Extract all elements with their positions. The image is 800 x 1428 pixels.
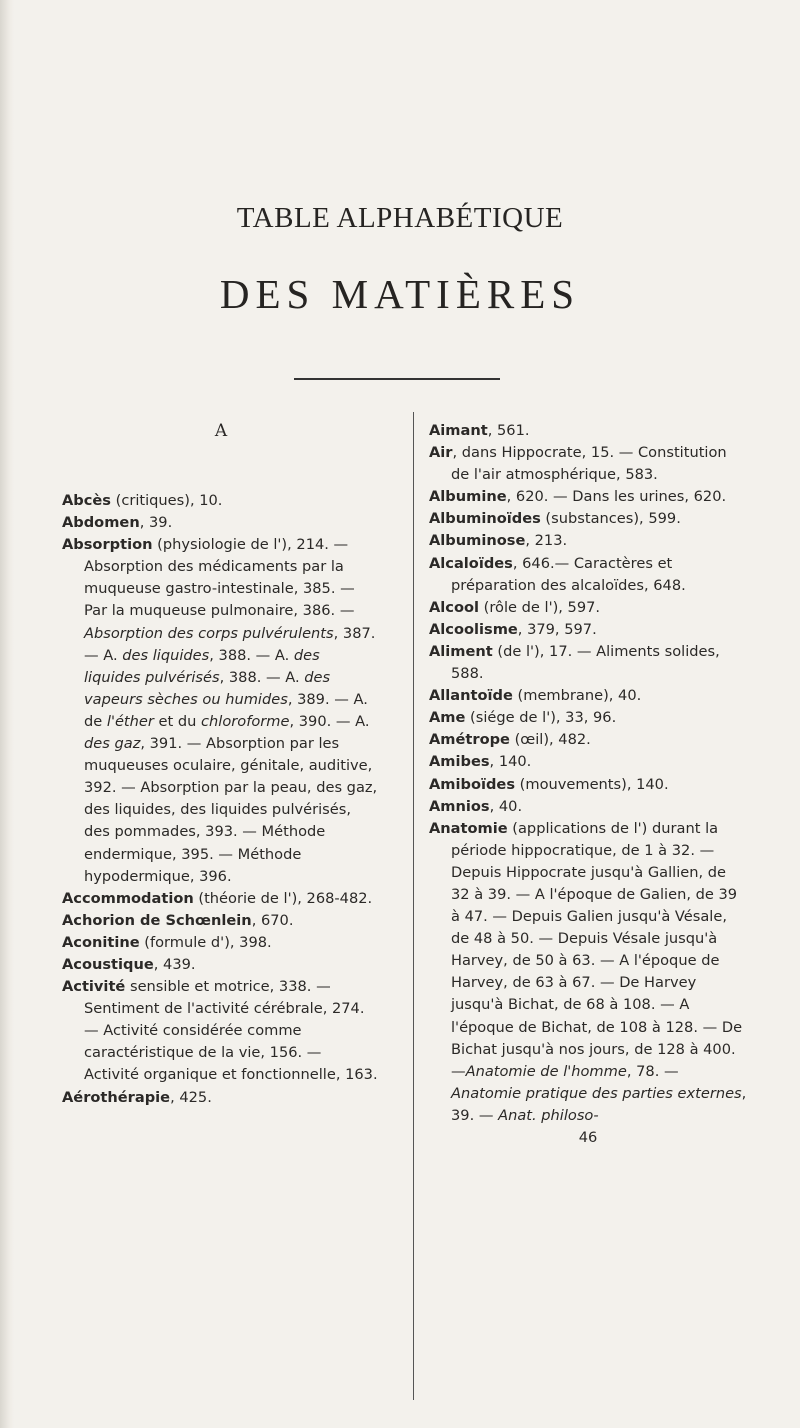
entry-text: , 78. — <box>626 1062 679 1080</box>
entry-italic-text: des vapeurs sèches ou humides <box>84 668 331 708</box>
entry-text: , 39. — <box>451 1084 747 1124</box>
entry-text: (rôle de l'), 597. <box>479 598 601 616</box>
entry-term: Alcool <box>429 598 480 616</box>
entry-text: (siége de l'), 33, 96. <box>465 709 617 727</box>
index-entry <box>62 932 380 954</box>
entry-term: Amétrope <box>429 731 510 749</box>
entry-text: , 670. <box>251 911 294 929</box>
index-entry <box>429 597 747 619</box>
index-entry <box>429 486 747 508</box>
entry-italic-text: Anatomie de l'homme <box>465 1062 627 1080</box>
entry-term: Activité <box>62 978 126 996</box>
entry-text: , 389. — A. de <box>84 690 368 730</box>
entry-term: Achorion de Schœnlein <box>62 911 252 929</box>
entry-text: , 39. <box>139 514 173 532</box>
entry-term: Amibes <box>429 753 490 771</box>
index-entry <box>429 729 747 751</box>
entry-term: Anatomie <box>429 819 508 837</box>
entry-italic-text: l'éther <box>106 712 154 730</box>
entry-text: , 140. <box>489 753 532 771</box>
index-entry <box>62 1087 380 1109</box>
entry-text: , 213. <box>525 532 568 550</box>
entry-term: Albumine <box>429 488 507 506</box>
index-entry <box>62 954 380 976</box>
index-entry <box>429 641 747 685</box>
entry-text: (de l'), 17. — Aliments solides, 588. <box>451 642 720 683</box>
index-entry <box>429 685 747 707</box>
entry-text: (formule d'), 398. <box>139 933 272 951</box>
entry-term: Aérothérapie <box>62 1088 171 1106</box>
entry-term: Allantoïde <box>429 687 513 705</box>
index-entry <box>62 490 380 512</box>
entry-term: Alcaloïdes <box>429 554 513 572</box>
entry-italic-text: chloroforme <box>201 712 290 730</box>
entry-italic-text: des liquides pulvérisés <box>84 646 320 686</box>
entry-text: , 439. <box>153 955 196 973</box>
index-entry <box>429 530 747 552</box>
index-entry <box>62 888 380 910</box>
entry-text: sensible et motrice, 338. — Sentiment de l'activité cérébrale, 274. — Activité considérée comme caractéristique de la vie, 156. — Activité organique et fonctionnelle, 163. <box>84 978 378 1084</box>
entry-term: Albuminoïdes <box>429 510 541 528</box>
entry-text: , 390. — A. <box>289 712 370 730</box>
entry-text: (membrane), 40. <box>512 687 642 705</box>
entry-term: Amiboïdes <box>429 775 516 793</box>
entry-term: Aliment <box>429 642 493 660</box>
column-divider <box>413 412 414 1400</box>
section-letter: A <box>214 421 228 441</box>
entry-italic-text: Anat. philoso- <box>498 1106 599 1124</box>
entry-term: Absorption <box>62 536 153 554</box>
entry-text: (physiologie de l'), 214. — Absorption des médicaments par la muqueuse gastro-intestinale, 385. — Par la muqueuse pulmonaire, 386. — <box>84 536 355 620</box>
page-number: 46 <box>578 1129 598 1146</box>
entry-italic-text: Anatomie pratique des parties externes <box>451 1084 742 1102</box>
entry-text: (substances), 599. <box>540 510 681 528</box>
index-entry <box>429 774 747 796</box>
entry-italic-text: Absorption des corps pulvérulents <box>84 624 334 642</box>
page-title-line-2: DES MATIÈRES <box>219 271 581 317</box>
index-entry <box>62 976 380 1086</box>
entry-continuation <box>451 1063 746 1124</box>
entry-text: , 40. <box>489 797 523 815</box>
entry-italic-text: des liquides <box>122 646 210 664</box>
entry-italic-text: des gaz <box>84 735 141 753</box>
title-divider <box>294 378 500 380</box>
entry-text: , 388. — A. <box>209 646 294 664</box>
right-column <box>429 420 747 1149</box>
left-column <box>62 420 380 1109</box>
entry-term: Aconitine <box>62 933 140 951</box>
entry-text: , 391. — Absorption par les muqueuses oculaire, génitale, auditive, 392. — Absorption par la peau, des gaz, des liquides, des liquides pulvérisés, des pommades, 393. — Méthode endermique, 395. — Méthode hypodermique, 396. <box>84 735 378 885</box>
index-entry <box>429 442 747 486</box>
entry-text: , 561. <box>487 422 530 439</box>
index-entry <box>429 619 747 641</box>
entry-text: , 646.— Caractères et préparation des alcaloïdes, 648. <box>451 554 686 594</box>
index-entry <box>429 818 747 1127</box>
entry-text: (théorie de l'), 268-482. <box>193 889 373 907</box>
index-entry <box>429 508 747 530</box>
entry-text: (critiques), 10. <box>110 492 223 509</box>
entry-text: , 425. <box>170 1088 212 1106</box>
index-entry <box>429 420 747 442</box>
entry-term: Accommodation <box>62 889 194 907</box>
entry-term: Abdomen <box>62 514 140 532</box>
entry-term: Ame <box>429 709 466 727</box>
index-entry <box>62 512 380 534</box>
entry-continuation <box>84 625 377 885</box>
index-entry <box>429 751 747 773</box>
index-entry <box>429 796 747 818</box>
index-entry <box>62 910 380 932</box>
entry-term: Aimant <box>429 422 488 439</box>
index-entry <box>62 534 380 888</box>
entry-term: Amnios <box>429 797 490 815</box>
entry-term: Alcoolisme <box>429 620 518 638</box>
entry-text: , 379, 597. <box>517 620 597 638</box>
entry-text: , 388. — A. <box>219 668 305 686</box>
entry-text: et du <box>153 712 202 730</box>
entry-text: (œil), 482. <box>509 731 591 749</box>
index-entry <box>429 707 747 729</box>
index-entry <box>429 553 747 597</box>
entry-term: Acoustique <box>62 955 154 973</box>
entry-text: (mouvements), 140. <box>515 775 669 793</box>
entry-text: , dans Hippocrate, 15. — Constitution de l'air atmosphérique, 583. <box>451 444 727 484</box>
page-title-line-1: TABLE ALPHABÉTIQUE <box>236 202 564 234</box>
entry-text: (applications de l') durant la période hippocratique, de 1 à 32. — Depuis Hippocrate jusqu'à Gallien, de 32 à 39. — A l'époque de Galien, de 39 à 47. — Depuis Galien jusqu'à Vésale, de 48 à 50. — Depuis Vésale jusqu'à Harvey, de 50 à 63. — A l'époque de Harvey, de 63 à 67. — De Harvey jusqu'à Bichat, de 68 à 108. — A l'époque de Bichat, de 108 à 128. — De Bichat jusqu'à nos jours, de 128 à 400. — <box>451 819 743 1080</box>
entry-term: Air <box>429 444 453 462</box>
entry-term: Abcès <box>62 492 111 509</box>
entry-text: , 387. — A. <box>84 624 376 664</box>
entry-text: , 620. — Dans les urines, 620. <box>506 488 727 506</box>
entry-term: Albuminose <box>429 532 526 550</box>
